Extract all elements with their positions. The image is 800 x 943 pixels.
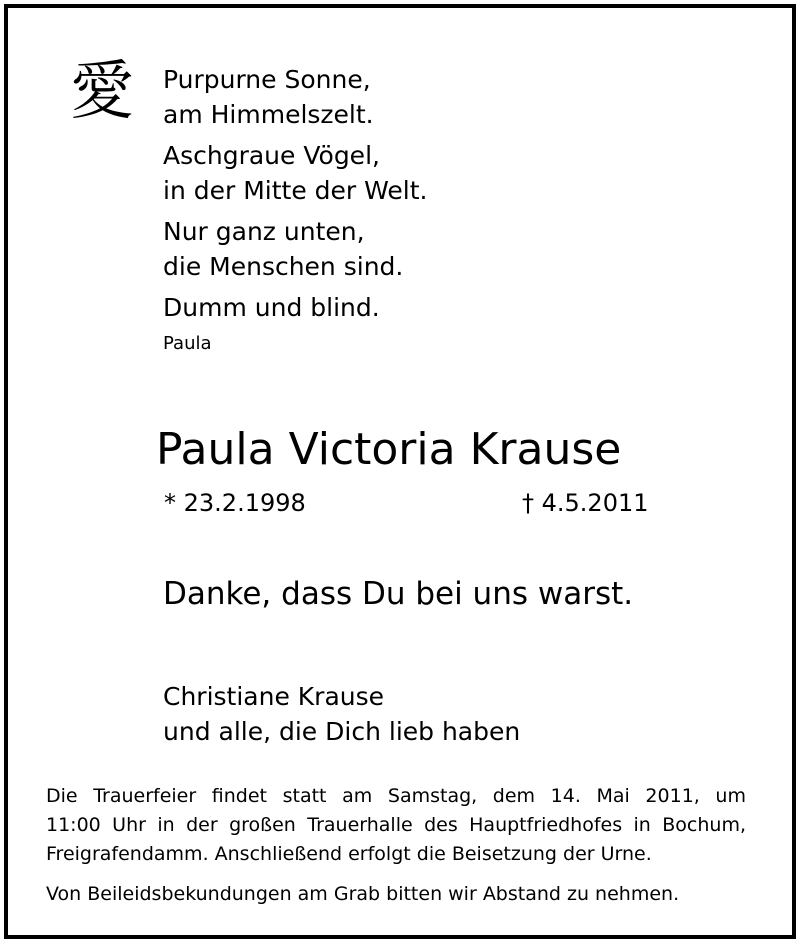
poem-line: Nur ganz unten, — [163, 217, 365, 246]
poem-stanza — [163, 62, 427, 132]
mourners — [163, 679, 520, 749]
poem-stanza — [163, 290, 427, 325]
love-kanji-symbol: 愛 — [70, 55, 134, 129]
obituary-notice — [4, 4, 796, 939]
birth-date: * 23.2.1998 — [164, 489, 306, 517]
poem-line: die Menschen sind. — [163, 252, 404, 281]
poem-line: in der Mitte der Welt. — [163, 176, 428, 205]
poem-author: Paula — [163, 333, 212, 354]
poem-line: Dumm und blind. — [163, 293, 380, 322]
thanks-line: Danke, dass Du bei uns warst. — [163, 576, 634, 612]
poem-stanza — [163, 138, 427, 208]
poem — [163, 62, 427, 357]
ceremony-line: Die Trauerfeier findet statt am Samstag, dem 14. Mai 2011, um — [46, 785, 746, 807]
poem-line: Purpurne Sonne, — [163, 65, 371, 94]
ceremony-line: 11:00 Uhr in der großen Trauerhalle des Hauptfriedhofes in Bochum, — [46, 814, 746, 836]
ceremony-info — [46, 782, 746, 869]
death-date: † 4.5.2011 — [522, 489, 649, 517]
poem-stanza — [163, 214, 427, 284]
deceased-name: Paula Victoria Krause — [156, 424, 622, 475]
poem-line: am Himmelszelt. — [163, 100, 374, 129]
condolence-note: Von Beileidsbekundungen am Grab bitten wir Abstand zu nehmen. — [46, 883, 680, 905]
mourner-line: und alle, die Dich lieb haben — [163, 717, 521, 746]
ceremony-line: Freigrafendamm. Anschließend erfolgt die Beisetzung der Urne. — [46, 843, 652, 865]
mourner-line: Christiane Krause — [163, 682, 385, 711]
poem-line: Aschgraue Vögel, — [163, 141, 380, 170]
